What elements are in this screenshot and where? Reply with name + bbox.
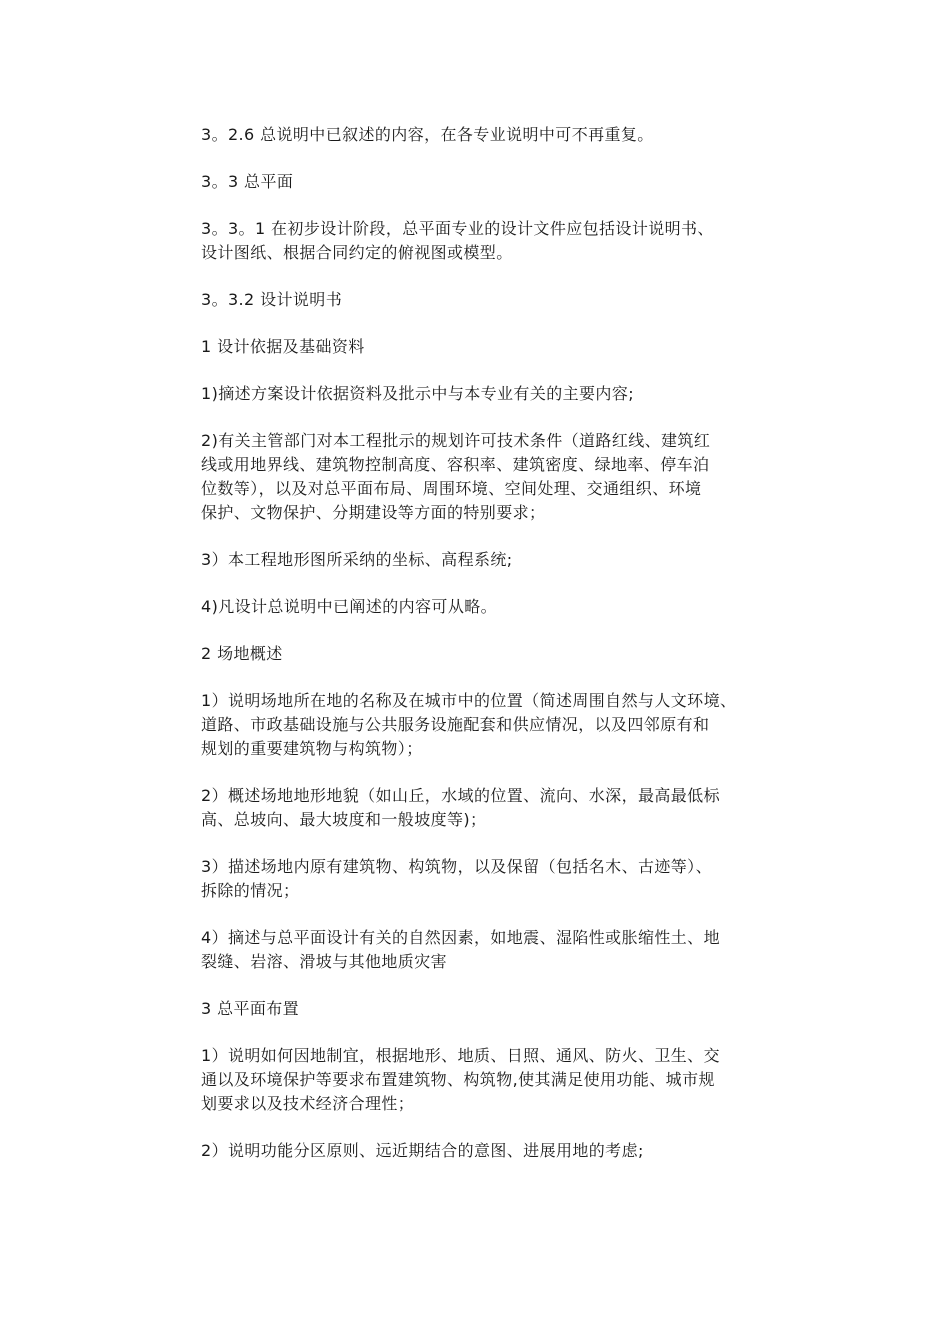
list-item: [201, 382, 821, 406]
text-line: 2）概述场地地形地貌（如山丘，水域的位置、流向、水深，最高最低标: [201, 786, 720, 805]
list-item: [201, 926, 821, 974]
text-line: 3。3。1 在初步设计阶段，总平面专业的设计文件应包括设计说明书、: [201, 219, 714, 238]
text-line: 道路、市政基础设施与公共服务设施配套和供应情况，以及四邻原有和: [201, 715, 710, 734]
text-line: 高、总坡向、最大坡度和一般坡度等)；: [201, 810, 487, 829]
list-item: [201, 548, 821, 572]
text-line: 规划的重要建筑物与构筑物）；: [201, 739, 423, 758]
text-line: 3。3 总平面: [201, 172, 294, 191]
paragraph-3-3-1: [201, 217, 821, 265]
text-line: 3 总平面布置: [201, 999, 300, 1018]
text-line: 1）说明场地所在地的名称及在城市中的位置（简述周围自然与人文环境、: [201, 691, 737, 710]
heading-site-layout: [201, 997, 821, 1021]
list-item: [201, 429, 821, 525]
paragraph-3-2-6: [201, 123, 821, 147]
text-line: 3。2.6 总说明中已叙述的内容，在各专业说明中可不再重复。: [201, 125, 654, 144]
text-line: 3）本工程地形图所采纳的坐标、高程系统;: [201, 550, 513, 569]
list-item: [201, 595, 821, 619]
list-item: [201, 689, 821, 761]
text-line: 4）摘述与总平面设计有关的自然因素，如地震、湿陷性或胀缩性土、地: [201, 928, 720, 947]
text-line: 划要求以及技术经济合理性；: [201, 1094, 415, 1113]
heading-site-overview: [201, 642, 821, 666]
heading-design-basis: [201, 335, 821, 359]
text-line: 2 场地概述: [201, 644, 283, 663]
list-item: [201, 855, 821, 903]
text-line: 1 设计依据及基础资料: [201, 337, 365, 356]
text-line: 通以及环境保护等要求布置建筑物、构筑物,使其满足使用功能、城市规: [201, 1070, 715, 1089]
text-line: 2)有关主管部门对本工程批示的规划许可技术条件（道路红线、建筑红: [201, 431, 711, 450]
document-body: [201, 123, 821, 1186]
text-line: 3。3.2 设计说明书: [201, 290, 343, 309]
heading-3-3-2: [201, 288, 821, 312]
heading-3-3: [201, 170, 821, 194]
text-line: 2）说明功能分区原则、远近期结合的意图、进展用地的考虑;: [201, 1141, 644, 1160]
text-line: 裂缝、岩溶、滑坡与其他地质灾害: [201, 952, 448, 971]
text-line: 保护、文物保护、分期建设等方面的特别要求；: [201, 503, 546, 522]
list-item: [201, 1139, 821, 1163]
text-line: 设计图纸、根据合同约定的俯视图或模型。: [201, 243, 513, 262]
text-line: 3）描述场地内原有建筑物、构筑物，以及保留（包括名木、古迹等）、: [201, 857, 712, 876]
text-line: 4)凡设计总说明中已阐述的内容可从略。: [201, 597, 498, 616]
text-line: 1）说明如何因地制宜，根据地形、地质、日照、通风、防火、卫生、交: [201, 1046, 720, 1065]
text-line: 位数等），以及对总平面布局、周围环境、空间处理、交通组织、环境: [201, 479, 702, 498]
list-item: [201, 784, 821, 832]
text-line: 拆除的情况；: [201, 881, 300, 900]
text-line: 1)摘述方案设计依据资料及批示中与本专业有关的主要内容;: [201, 384, 635, 403]
text-line: 线或用地界线、建筑物控制高度、容积率、建筑密度、绿地率、停车泊: [201, 455, 710, 474]
list-item: [201, 1044, 821, 1116]
